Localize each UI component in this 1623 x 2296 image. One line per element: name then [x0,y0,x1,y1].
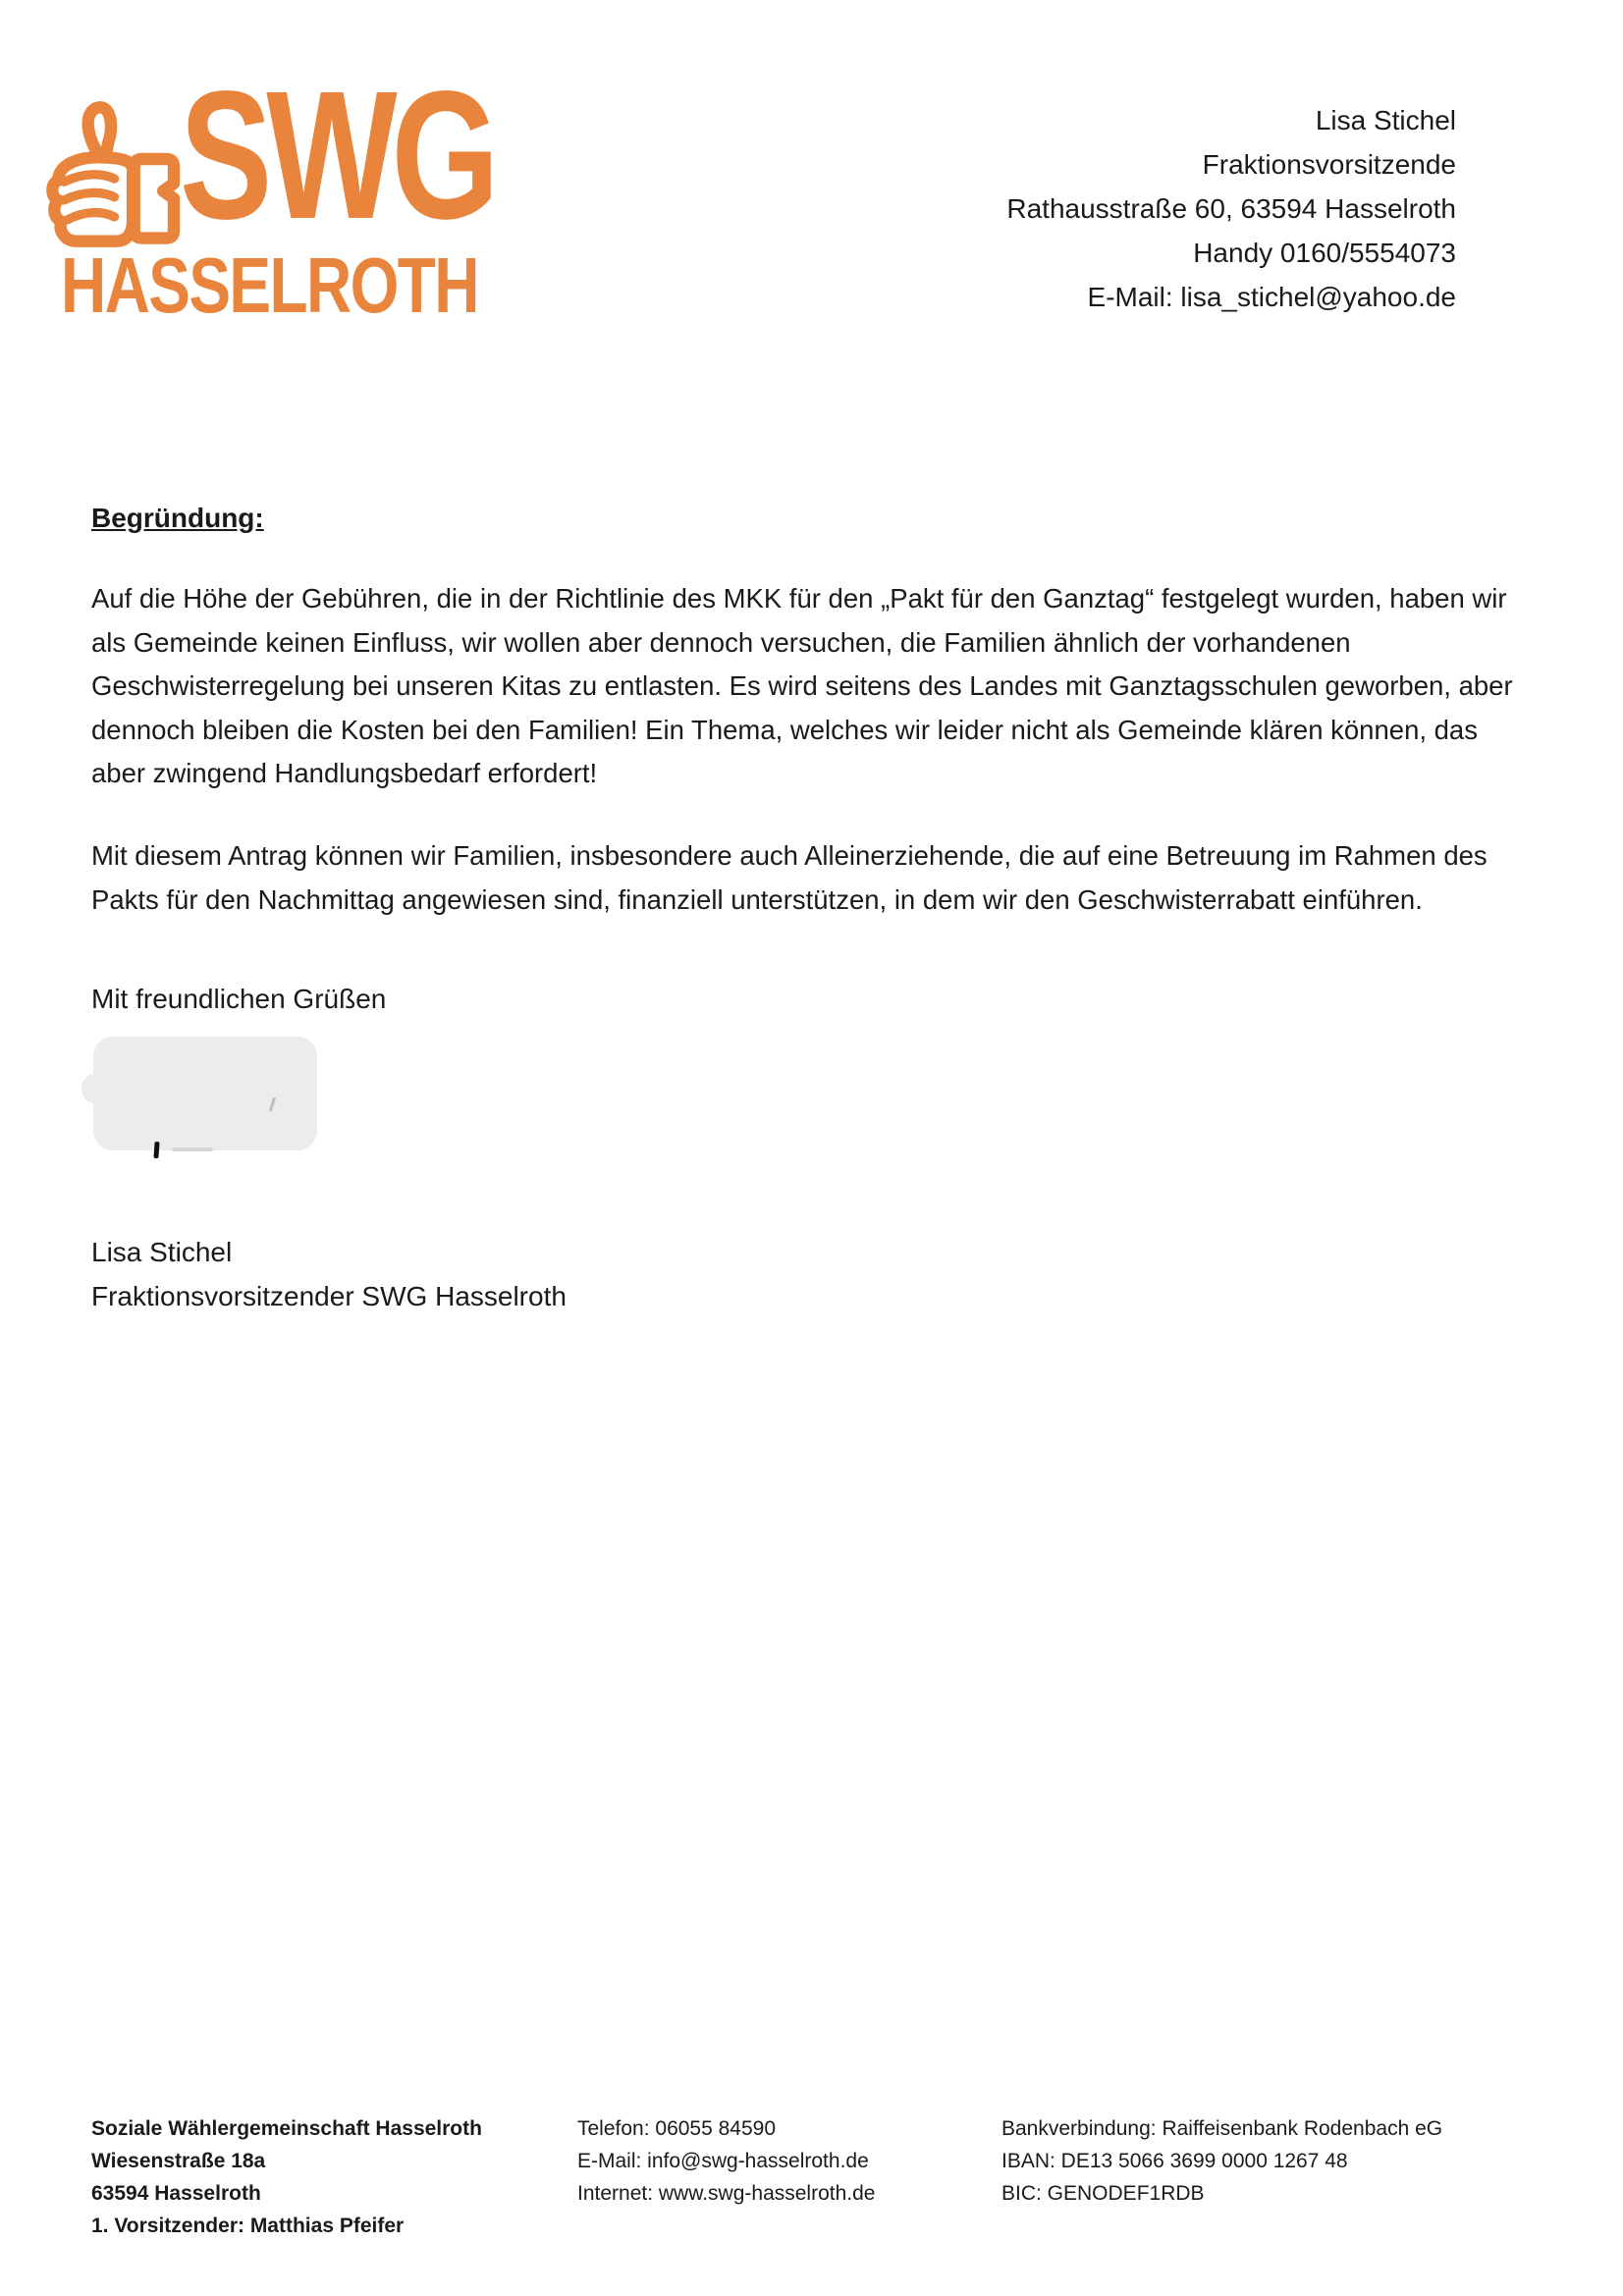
footer-org-chairman: 1. Vorsitzender: Matthias Pfeifer [91,2215,405,2237]
signature-redaction [93,1037,317,1150]
signer-block [91,1230,567,1318]
signer-name: Lisa Stichel [91,1237,233,1267]
footer-org-street: Wiesenstraße 18a [91,2150,266,2172]
footer-org-city: 63594 Hasselroth [91,2182,261,2205]
footer-website: Internet: www.swg-hasselroth.de [577,2182,876,2205]
sender-email: E-Mail: lisa_stichel@yahoo.de [1087,282,1456,312]
letter-closing: Mit freundlichen Grüßen [91,984,387,1014]
footer-bic: BIC: GENODEF1RDB [1001,2182,1205,2205]
footer-bank-name: Bankverbindung: Raiffeisenbank Rodenbach eG [1001,2117,1443,2140]
logo-town: HASSELROTH [61,241,478,329]
footer-email: E-Mail: info@swg-hasselroth.de [577,2150,869,2172]
footer-organization [91,2112,482,2242]
letter-heading: Begründung: [91,503,264,533]
footer-org-name: Soziale Wählergemeinschaft Hasselroth [91,2117,482,2140]
footer-bank [1001,2112,1442,2210]
letter-paragraph-2: Mit diesem Antrag können wir Familien, insbesondere auch Alleinerziehende, die auf eine Betreuung im Rahmen des Pakts für den Nachmittag angewiesen sind, finanziell unterstützen, in dem wir den Geschwisterrabatt einführen. [91,840,1488,915]
sender-name: Lisa Stichel [1315,105,1456,135]
sender-phone: Handy 0160/5554073 [1193,238,1456,268]
footer-contact [577,2112,875,2210]
letter-paragraph-1: Auf die Höhe der Gebühren, die in der Richtlinie des MKK für den „Pakt für den Ganztag“ festgelegt wurden, haben wir als Gemeinde keinen Einfluss, wir wollen aber dennoch versuchen, die Familien ähnlich der vorhandenen Geschwisterregelung bei unseren Kitas zu entlasten. Es wird seitens des Landes mit Ganztagsschulen geworben, aber dennoch bleiben die Kosten bei den Familien! Ein Thema, welches wir leider nicht als Gemeinde klären können, das aber zwingend Handlungsbedarf erfordert! [91,583,1513,788]
footer-phone: Telefon: 06055 84590 [577,2117,777,2140]
sender-address: Rathausstraße 60, 63594 Hasselroth [1006,193,1456,224]
thumbs-up-icon [44,98,182,250]
sender-block [1006,98,1456,319]
signature-remnant-mark [172,1148,213,1151]
sender-role: Fraktionsvorsitzende [1202,149,1456,180]
signature-remnant-mark [153,1142,159,1158]
logo-acronym: SWG [180,54,494,257]
signer-role: Fraktionsvorsitzender SWG Hasselroth [91,1281,567,1311]
footer-iban: IBAN: DE13 5066 3699 0000 1267 48 [1001,2150,1348,2172]
